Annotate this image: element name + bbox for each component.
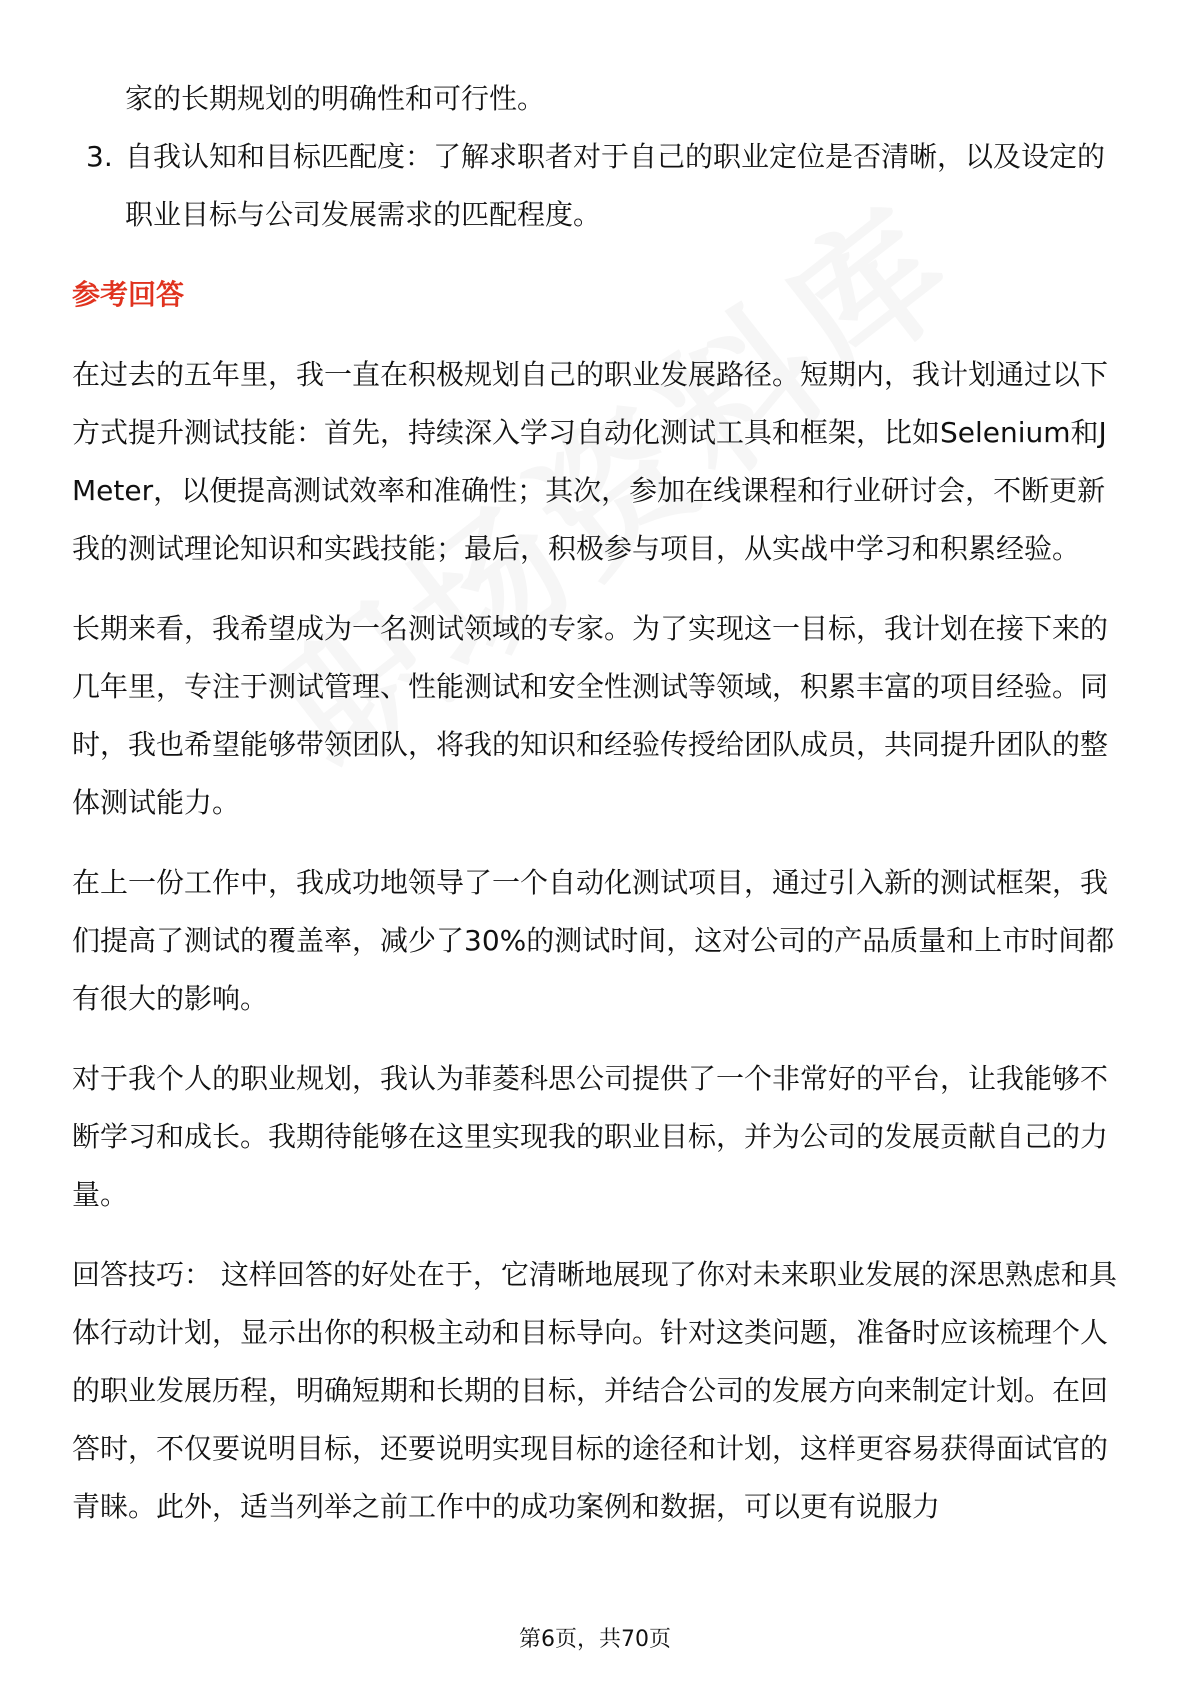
paragraph-4: 对于我个人的职业规划，我认为菲菱科思公司提供了一个非常好的平台，让我能够不断学习和成长。我期待能够在这里实现我的职业目标，并为公司的发展贡献自己的力量。 — [72, 1062, 1109, 1211]
list-item-text: 自我认知和目标匹配度：了解求职者对于自己的职业定位是否清晰，以及设定的职业目标与公司发展需求的匹配程度。 — [125, 140, 1106, 231]
page-footer: 第6页，共70页 — [519, 1627, 671, 1652]
document-body — [72, 70, 1122, 1536]
paragraph-1: 在过去的五年里，我一直在积极规划自己的职业发展路径。短期内，我计划通过以下方式提升测试技能：首先，持续深入学习自动化测试工具和框架，比如Selenium和JMeter，以便提高测试效率和准确性；其次，参加在线课程和行业研讨会，不断更新我的测试理论知识和实践技能；最后，积极参与项目，从实战中学习和积累经验。 — [72, 358, 1109, 565]
list-item-continuation: 家的长期规划的明确性和可行性。 — [125, 82, 546, 115]
list-item-3 — [72, 128, 1122, 244]
section-heading: 参考回答 — [72, 278, 185, 311]
list-number: 3. — [86, 140, 113, 173]
paragraph-tips: 回答技巧： 这样回答的好处在于，它清晰地展现了你对未来职业发展的深思熟虑和具体行动计划，显示出你的积极主动和目标导向。针对这类问题，准备时应该梳理个人的职业发展历程，明确短期和长期的目标，并结合公司的发展方向来制定计划。在回答时，不仅要说明目标，还要说明实现目标的途径和计划，这样更容易获得面试官的青睐。此外，适当列举之前工作中的成功案例和数据，可以更有说服力 — [72, 1258, 1117, 1523]
paragraph-2: 长期来看，我希望成为一名测试领域的专家。为了实现这一目标，我计划在接下来的几年里，专注于测试管理、性能测试和安全性测试等领域，积累丰富的项目经验。同时，我也希望能够带领团队，将我的知识和经验传授给团队成员，共同提升团队的整体测试能力。 — [72, 612, 1109, 819]
paragraph-3: 在上一份工作中，我成功地领导了一个自动化测试项目，通过引入新的测试框架，我们提高了测试的覆盖率，减少了30%的测试时间，这对公司的产品质量和上市时间都有很大的影响。 — [72, 866, 1115, 1015]
